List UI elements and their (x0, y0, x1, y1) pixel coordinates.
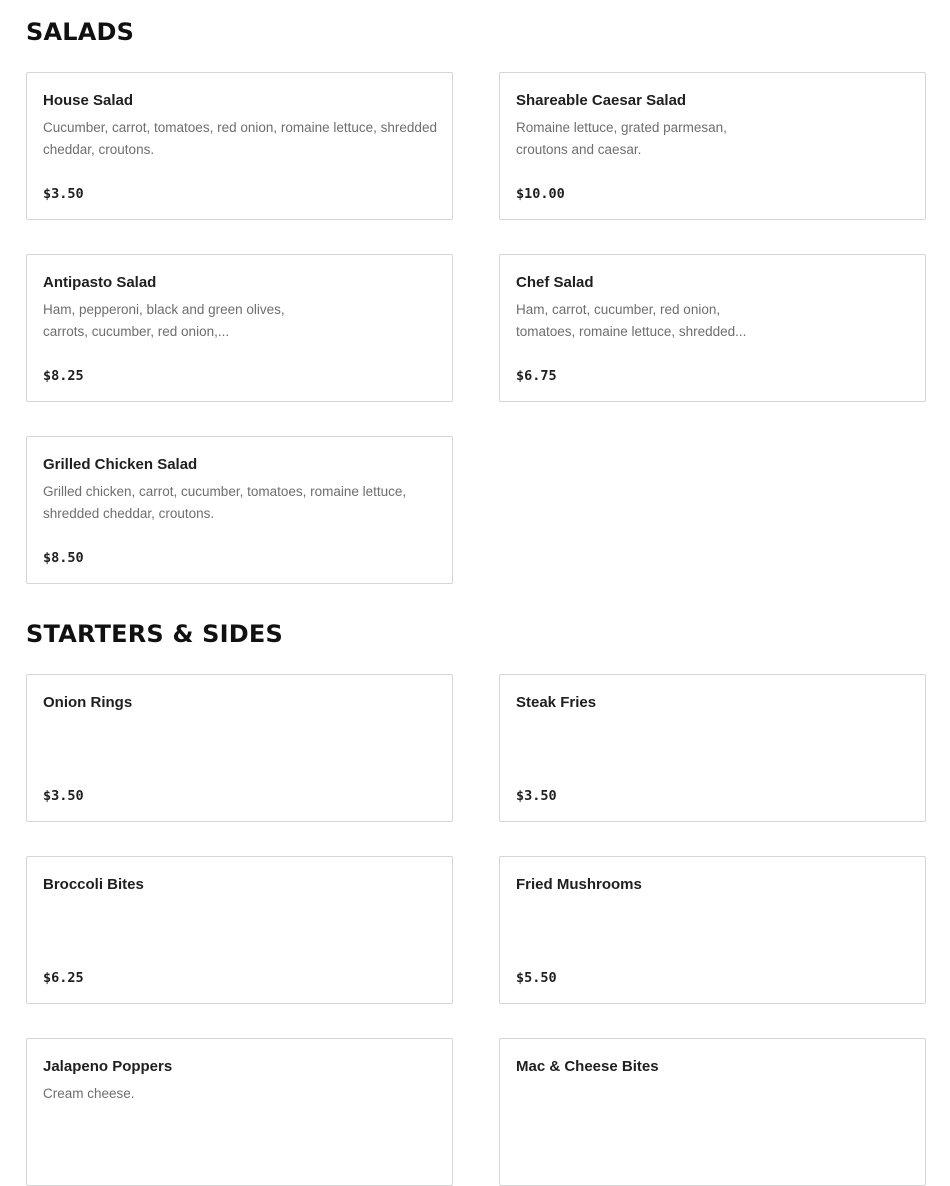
menu-item-card[interactable] (499, 72, 926, 220)
menu-item-description: Cream cheese. (43, 1086, 135, 1101)
section-title-starters-sides: STARTERS & SIDES (26, 620, 283, 648)
menu-item-name: House Salad (43, 92, 134, 109)
menu-item-name: Mac & Cheese Bites (516, 1058, 659, 1075)
menu-item-price: $3.50 (43, 186, 84, 202)
section-title-salads: SALADS (26, 18, 135, 46)
menu-item-card[interactable] (499, 1038, 926, 1186)
menu-item-name: Jalapeno Poppers (43, 1058, 173, 1075)
menu-item-name: Chef Salad (516, 274, 594, 291)
menu-item-name: Shareable Caesar Salad (516, 92, 687, 109)
menu-item-description: Ham, pepperoni, black and green olives, carrots, cucumber, red onion,... (43, 302, 285, 339)
menu-item-description: Cucumber, carrot, tomatoes, red onion, romaine lettuce, shredded cheddar, croutons. (43, 120, 437, 157)
menu-item-price: $8.50 (43, 550, 84, 566)
menu-item-price: $6.25 (43, 970, 84, 986)
menu-item-name: Onion Rings (43, 694, 133, 711)
menu-item-price: $3.50 (43, 788, 84, 804)
menu-item-description: Romaine lettuce, grated parmesan, croutons and caesar. (516, 120, 727, 157)
menu-item-card[interactable] (26, 254, 453, 402)
menu-item-card[interactable] (499, 856, 926, 1004)
menu-item-card[interactable] (26, 1038, 453, 1186)
menu-item-description: Ham, carrot, cucumber, red onion, tomatoes, romaine lettuce, shredded... (516, 302, 747, 339)
menu-item-name: Fried Mushrooms (516, 876, 642, 893)
menu-item-description: Grilled chicken, carrot, cucumber, tomatoes, romaine lettuce, shredded cheddar, croutons. (43, 484, 407, 521)
menu-item-price: $6.75 (516, 368, 557, 384)
menu-item-name: Broccoli Bites (43, 876, 144, 893)
menu-item-price: $5.50 (516, 970, 557, 986)
menu-item-card[interactable] (26, 856, 453, 1004)
menu-item-card[interactable] (26, 436, 453, 584)
menu-item-price: $10.00 (516, 186, 565, 202)
menu-item-card[interactable] (26, 674, 453, 822)
menu-item-name: Steak Fries (516, 694, 597, 711)
menu-item-card[interactable] (26, 72, 453, 220)
menu-item-name: Antipasto Salad (43, 274, 157, 291)
menu-item-price: $8.25 (43, 368, 84, 384)
menu-item-name: Grilled Chicken Salad (43, 456, 198, 473)
menu-item-price: $3.50 (516, 788, 557, 804)
menu-item-card[interactable] (499, 254, 926, 402)
menu-item-card[interactable] (499, 674, 926, 822)
